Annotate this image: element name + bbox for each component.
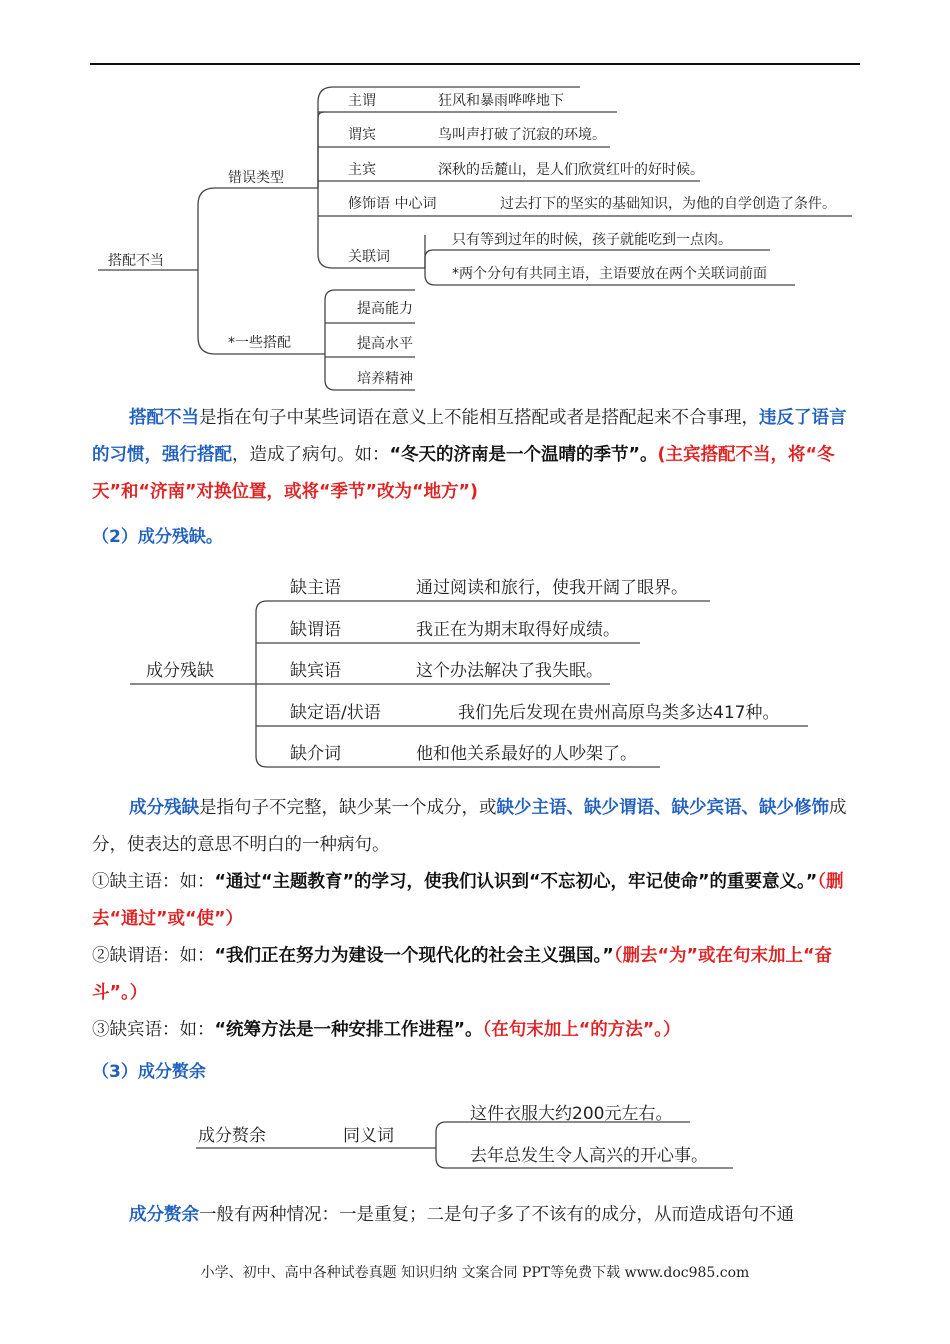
- correction-note: (主宾搭配不当，将“冬天”和“济南”对换位置，或将“季节”改为“地方”): [92, 445, 835, 502]
- example-sentence: “我们正在努力为建设一个现代化的社会主义强国。”: [214, 946, 614, 966]
- type-example: 深秋的岳麓山，是人们欣赏红叶的好时候。: [438, 162, 704, 178]
- redundant-example: 去年总发生令人高兴的开心事。: [470, 1146, 708, 1166]
- missing-label: 缺谓语: [290, 620, 341, 640]
- correction-note: （在句末加上“的方法”。）: [482, 1020, 681, 1040]
- section-heading: （3）成分赘余: [92, 1062, 206, 1082]
- example-label: ③缺宾语：如：: [92, 1020, 215, 1040]
- emphasis: 违反了语言的习惯，强行搭配: [92, 408, 847, 465]
- type-label: 主宾: [348, 162, 376, 178]
- missing-label: 缺定语/状语: [290, 703, 381, 723]
- example-sentence: “通过“主题教育”的学习，使我们认识到“不忘初心，牢记使命”的重要意义。”: [214, 872, 818, 892]
- mindmap-root: 搭配不当: [108, 253, 164, 269]
- paragraph-redundant: [92, 1197, 860, 1234]
- missing-example: 他和他关系最好的人吵架了。: [416, 744, 637, 764]
- missing-example: 这个办法解决了我失眠。: [416, 661, 603, 681]
- mindmap-branch-error-types: 错误类型: [228, 170, 284, 186]
- emphasis: 缺少主语、缺少谓语、缺少宾语、缺少修饰: [496, 798, 829, 818]
- paragraph-text: 一般有两种情况：一是重复；二是句子多了不该有的成分，从而造成语句不通: [199, 1205, 794, 1225]
- missing-label: 缺主语: [290, 578, 341, 598]
- mindmap-root: 成分残缺: [146, 661, 214, 681]
- missing-example: 我正在为期末取得好成绩。: [416, 620, 620, 640]
- type-label: 修饰语 中心词: [348, 196, 437, 212]
- paragraph-text: 成分，使表达的意思不明白的一种病句。: [92, 798, 847, 855]
- guanlian-note: *两个分句有共同主语，主语要放在两个关联词前面: [452, 266, 767, 282]
- example-sentence: “冬天的济南是一个温晴的季节”。: [389, 445, 658, 465]
- term: 成分残缺: [129, 798, 199, 818]
- collocation-item: 提高水平: [357, 336, 413, 352]
- correction-note: （删去“通过”或“使”）: [92, 872, 844, 929]
- page-footer: 小学、初中、高中各种试卷真题 知识归纳 文案合同 PPT等免费下载 www.doc985.com: [200, 1265, 750, 1281]
- missing-example: 我们先后发现在贵州高原鸟类多达417种。: [458, 703, 780, 723]
- type-example: 只有等到过年的时候，孩子就能吃到一点肉。: [452, 232, 732, 248]
- type-example: 鸟叫声打破了沉寂的环境。: [438, 127, 606, 143]
- type-label: 谓宾: [348, 127, 376, 143]
- term: 成分赘余: [129, 1205, 199, 1225]
- collocation-item: 培养精神: [357, 371, 413, 387]
- collocation-item: 提高能力: [357, 301, 413, 317]
- section-heading: （2）成分残缺。: [92, 527, 223, 547]
- example-label: ②缺谓语：如：: [92, 946, 215, 966]
- type-example: 狂风和暴雨哗哗地下: [438, 93, 564, 109]
- correction-note: （删去“为”或在句末加上“奋斗”。）: [92, 946, 833, 1003]
- type-label: 关联词: [348, 249, 390, 265]
- missing-example: 通过阅读和旅行，使我开阔了眼界。: [416, 578, 688, 598]
- type-example: 过去打下的坚实的基础知识，为他的自学创造了条件。: [500, 196, 836, 212]
- term: 搭配不当: [129, 408, 199, 428]
- mindmap-root: 成分赘余: [198, 1126, 266, 1146]
- missing-label: 缺宾语: [290, 661, 341, 681]
- mindmap-branch-collocations: *一些搭配: [228, 335, 291, 351]
- example-sentence: “统筹方法是一种安排工作进程”。: [214, 1020, 483, 1040]
- paragraph-text: ，造成了病句。如：: [232, 445, 390, 465]
- paragraph-text: 是指在句子中某些词语在意义上不能相互搭配或者是搭配起来不合事理，: [199, 408, 759, 428]
- missing-label: 缺介词: [290, 744, 341, 764]
- paragraph-text: 是指句子不完整，缺少某一个成分，或: [199, 798, 497, 818]
- example-label: ①缺主语：如：: [92, 872, 215, 892]
- redundant-example: 这件衣服大约200元左右。: [470, 1104, 673, 1124]
- type-label: 主谓: [348, 93, 376, 109]
- mindmap-branch-synonym: 同义词: [343, 1126, 394, 1146]
